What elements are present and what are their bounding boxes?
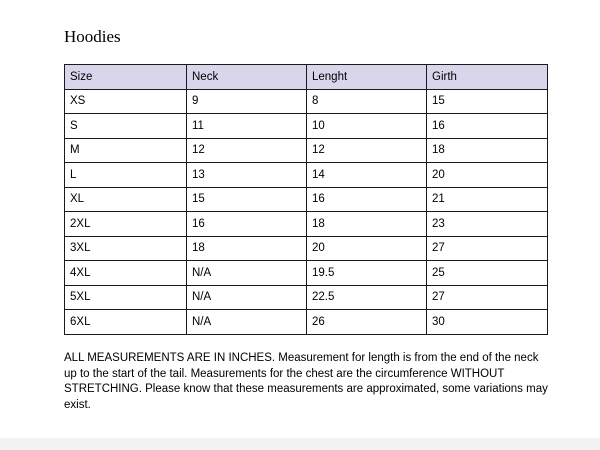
cell-neck: N/A (187, 285, 307, 310)
cell-girth: 20 (427, 163, 548, 188)
cell-neck: 13 (187, 163, 307, 188)
cell-length: 19.5 (307, 261, 427, 286)
cell-size: 6XL (65, 310, 187, 335)
cell-size: 4XL (65, 261, 187, 286)
cell-size: 3XL (65, 236, 187, 261)
cell-girth: 30 (427, 310, 548, 335)
cell-girth: 21 (427, 187, 548, 212)
table-row (65, 310, 548, 335)
cell-girth: 15 (427, 89, 548, 114)
header-length: Lenght (307, 65, 427, 90)
measurement-note: ALL MEASUREMENTS ARE IN INCHES. Measurement for length is from the end of the neck up to the start of the tail. Measurements for the chest are the circumference WITHOUT STRETCHING. Please know that these measurements are approximated, some variations may exist. (64, 352, 548, 411)
table-row (65, 163, 548, 188)
cell-length: 20 (307, 236, 427, 261)
cell-neck: 15 (187, 187, 307, 212)
cell-neck: N/A (187, 310, 307, 335)
size-chart-table (64, 64, 548, 335)
cell-size: 2XL (65, 212, 187, 237)
cell-neck: 16 (187, 212, 307, 237)
table-row (65, 285, 548, 310)
header-neck: Neck (187, 65, 307, 90)
table-row (65, 212, 548, 237)
cell-length: 10 (307, 114, 427, 139)
cell-neck: 12 (187, 138, 307, 163)
cell-length: 14 (307, 163, 427, 188)
table-row (65, 138, 548, 163)
header-girth: Girth (427, 65, 548, 90)
cell-size: M (65, 138, 187, 163)
cell-size: XL (65, 187, 187, 212)
cell-girth: 18 (427, 138, 548, 163)
cell-length: 22.5 (307, 285, 427, 310)
cell-girth: 16 (427, 114, 548, 139)
page-title: Hoodies (64, 27, 121, 46)
cell-length: 18 (307, 212, 427, 237)
table-row (65, 114, 548, 139)
table-row (65, 89, 548, 114)
cell-girth: 25 (427, 261, 548, 286)
cell-length: 26 (307, 310, 427, 335)
table-row (65, 236, 548, 261)
cell-neck: 18 (187, 236, 307, 261)
cell-neck: 9 (187, 89, 307, 114)
cell-size: 5XL (65, 285, 187, 310)
cell-girth: 23 (427, 212, 548, 237)
cell-length: 8 (307, 89, 427, 114)
header-size: Size (65, 65, 187, 90)
cell-size: XS (65, 89, 187, 114)
cell-neck: N/A (187, 261, 307, 286)
cell-neck: 11 (187, 114, 307, 139)
cell-size: L (65, 163, 187, 188)
cell-size: S (65, 114, 187, 139)
cell-length: 12 (307, 138, 427, 163)
table-row (65, 187, 548, 212)
cell-length: 16 (307, 187, 427, 212)
cell-girth: 27 (427, 236, 548, 261)
table-header-row (65, 65, 548, 90)
page-bottom-edge (0, 438, 600, 450)
table-row (65, 261, 548, 286)
cell-girth: 27 (427, 285, 548, 310)
